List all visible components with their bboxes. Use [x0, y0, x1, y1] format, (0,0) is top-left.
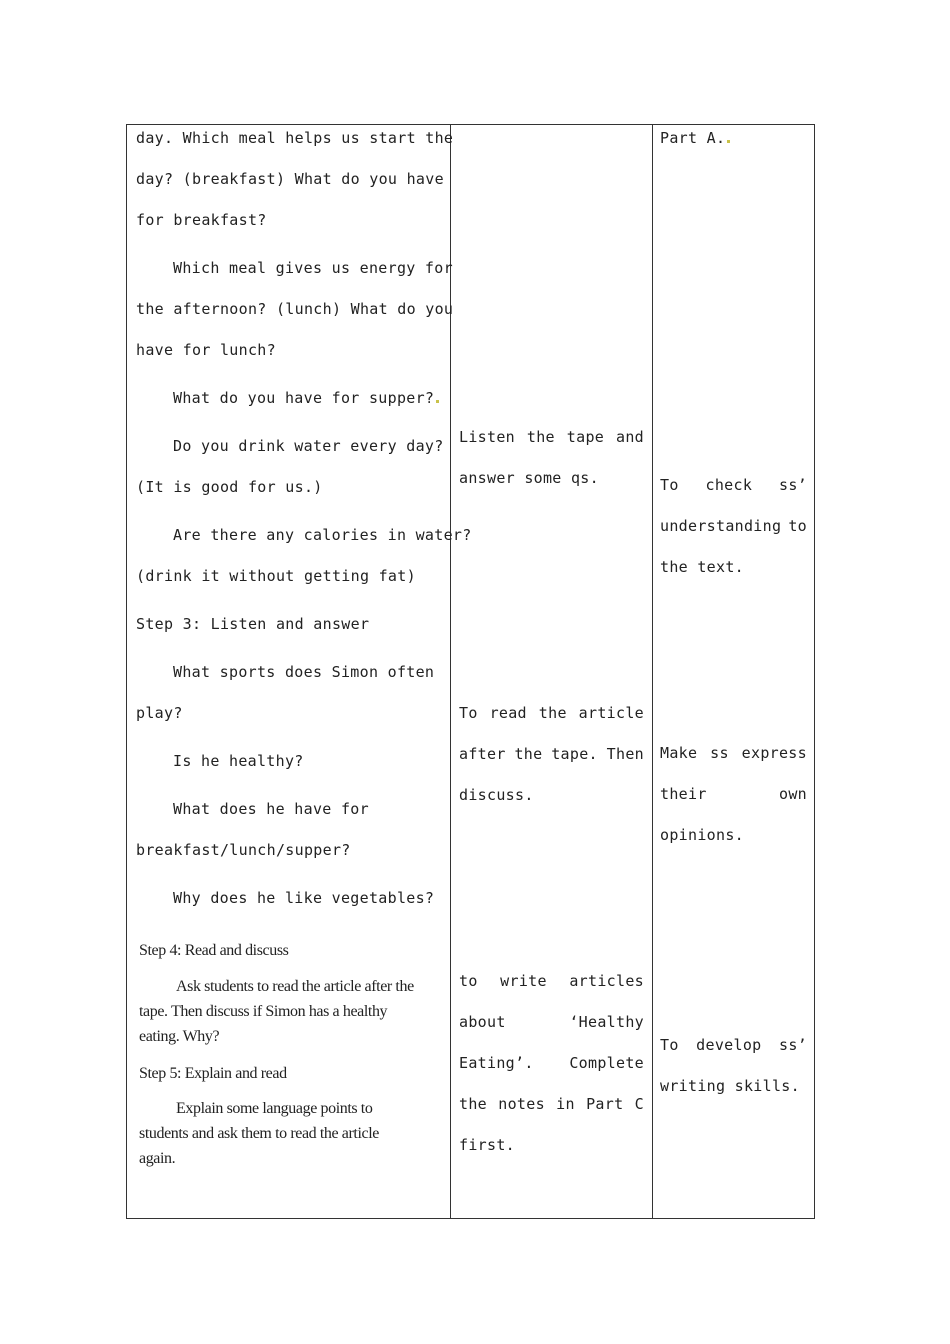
word: to: [459, 972, 478, 990]
purpose-line: Part A.: [660, 129, 730, 147]
activity-line: [459, 704, 644, 722]
purpose-line: [660, 1036, 807, 1054]
word: own: [779, 785, 807, 803]
mark-dot: [436, 400, 439, 403]
word: understanding: [660, 517, 782, 535]
step-heading: Step 5: Explain and read: [139, 1065, 287, 1082]
procedure-line: Explain some language points to: [176, 1100, 373, 1117]
word: Then: [606, 745, 644, 763]
word: To: [660, 1036, 679, 1054]
procedure-line: (It is good for us.): [136, 478, 323, 496]
procedure-line: What sports does Simon often: [173, 663, 435, 681]
word: to: [788, 517, 807, 535]
word: Eating’.: [459, 1054, 534, 1072]
purpose-line: [660, 785, 807, 803]
word: write: [500, 972, 547, 990]
procedure-line: Are there any calories in water?: [173, 526, 472, 544]
procedure-line: eating. Why?: [139, 1028, 220, 1045]
activity-line: [459, 1095, 644, 1113]
purpose-line: the text.: [660, 558, 744, 576]
purpose-line: opinions.: [660, 826, 744, 844]
activity-line: [459, 1054, 644, 1072]
procedure-line: students and ask them to read the article: [139, 1125, 379, 1142]
activity-line: discuss.: [459, 786, 534, 804]
word: develop: [696, 1036, 762, 1054]
word: the: [526, 428, 555, 446]
purpose-line: [660, 476, 807, 494]
word: Make: [660, 744, 698, 762]
word: check: [705, 476, 753, 494]
word: articles: [569, 972, 644, 990]
procedure-line: again.: [139, 1150, 176, 1167]
word: ss: [710, 744, 729, 762]
procedure-line: Ask students to read the article after the: [176, 978, 414, 995]
procedure-line: day. Which meal helps us start the: [136, 129, 454, 147]
purpose-line: [660, 744, 807, 762]
word: and: [616, 428, 644, 446]
word: the: [514, 745, 543, 763]
procedure-line: for breakfast?: [136, 211, 267, 229]
word: article: [578, 704, 644, 722]
purpose-line: [660, 517, 807, 535]
word: Complete: [569, 1054, 644, 1072]
step-heading: Step 3: Listen and answer: [136, 615, 370, 633]
word: To: [459, 704, 478, 722]
purpose-line: writing skills.: [660, 1077, 800, 1095]
word: notes: [498, 1095, 545, 1113]
word: C: [634, 1095, 644, 1113]
word: ‘Healthy: [569, 1013, 644, 1031]
word: their: [660, 785, 707, 803]
word: after: [459, 745, 506, 763]
word: the: [538, 704, 567, 722]
word: the: [459, 1095, 487, 1113]
procedure-line: (drink it without getting fat): [136, 567, 416, 585]
word: Listen: [459, 428, 515, 446]
word: about: [459, 1013, 506, 1031]
mark-dot: [727, 140, 730, 143]
procedure-line: Why does he like vegetables?: [173, 889, 435, 907]
word: read: [489, 704, 527, 722]
word: Part: [586, 1095, 624, 1113]
procedure-line: the afternoon? (lunch) What do you: [136, 300, 454, 318]
activity-line: [459, 1013, 644, 1031]
activity-line: [459, 745, 644, 763]
word: ss’: [778, 476, 807, 494]
step-heading: Step 4: Read and discuss: [139, 942, 289, 959]
column-divider-2: [652, 125, 653, 1218]
column-divider-1: [450, 125, 451, 1218]
word: express: [741, 744, 807, 762]
procedure-line: tape. Then discuss if Simon has a healthy: [139, 1003, 388, 1020]
activity-line: [459, 428, 644, 446]
activity-line: answer some qs.: [459, 469, 599, 487]
activity-line: first.: [459, 1136, 515, 1154]
procedure-line: play?: [136, 704, 183, 722]
word: ss’: [779, 1036, 807, 1054]
activity-line: [459, 972, 644, 990]
word: To: [660, 476, 679, 494]
procedure-line: What do you have for supper?: [173, 389, 439, 407]
procedure-line: Do you drink water every day?: [173, 437, 444, 455]
word: in: [556, 1095, 575, 1113]
procedure-line: have for lunch?: [136, 341, 276, 359]
procedure-line: Is he healthy?: [173, 752, 304, 770]
procedure-line: What does he have for: [173, 800, 369, 818]
procedure-line: Which meal gives us energy for: [173, 259, 453, 277]
procedure-line: day? (breakfast) What do you have: [136, 170, 444, 188]
word: tape.: [551, 745, 598, 763]
word: tape: [566, 428, 605, 446]
procedure-line: breakfast/lunch/supper?: [136, 841, 351, 859]
